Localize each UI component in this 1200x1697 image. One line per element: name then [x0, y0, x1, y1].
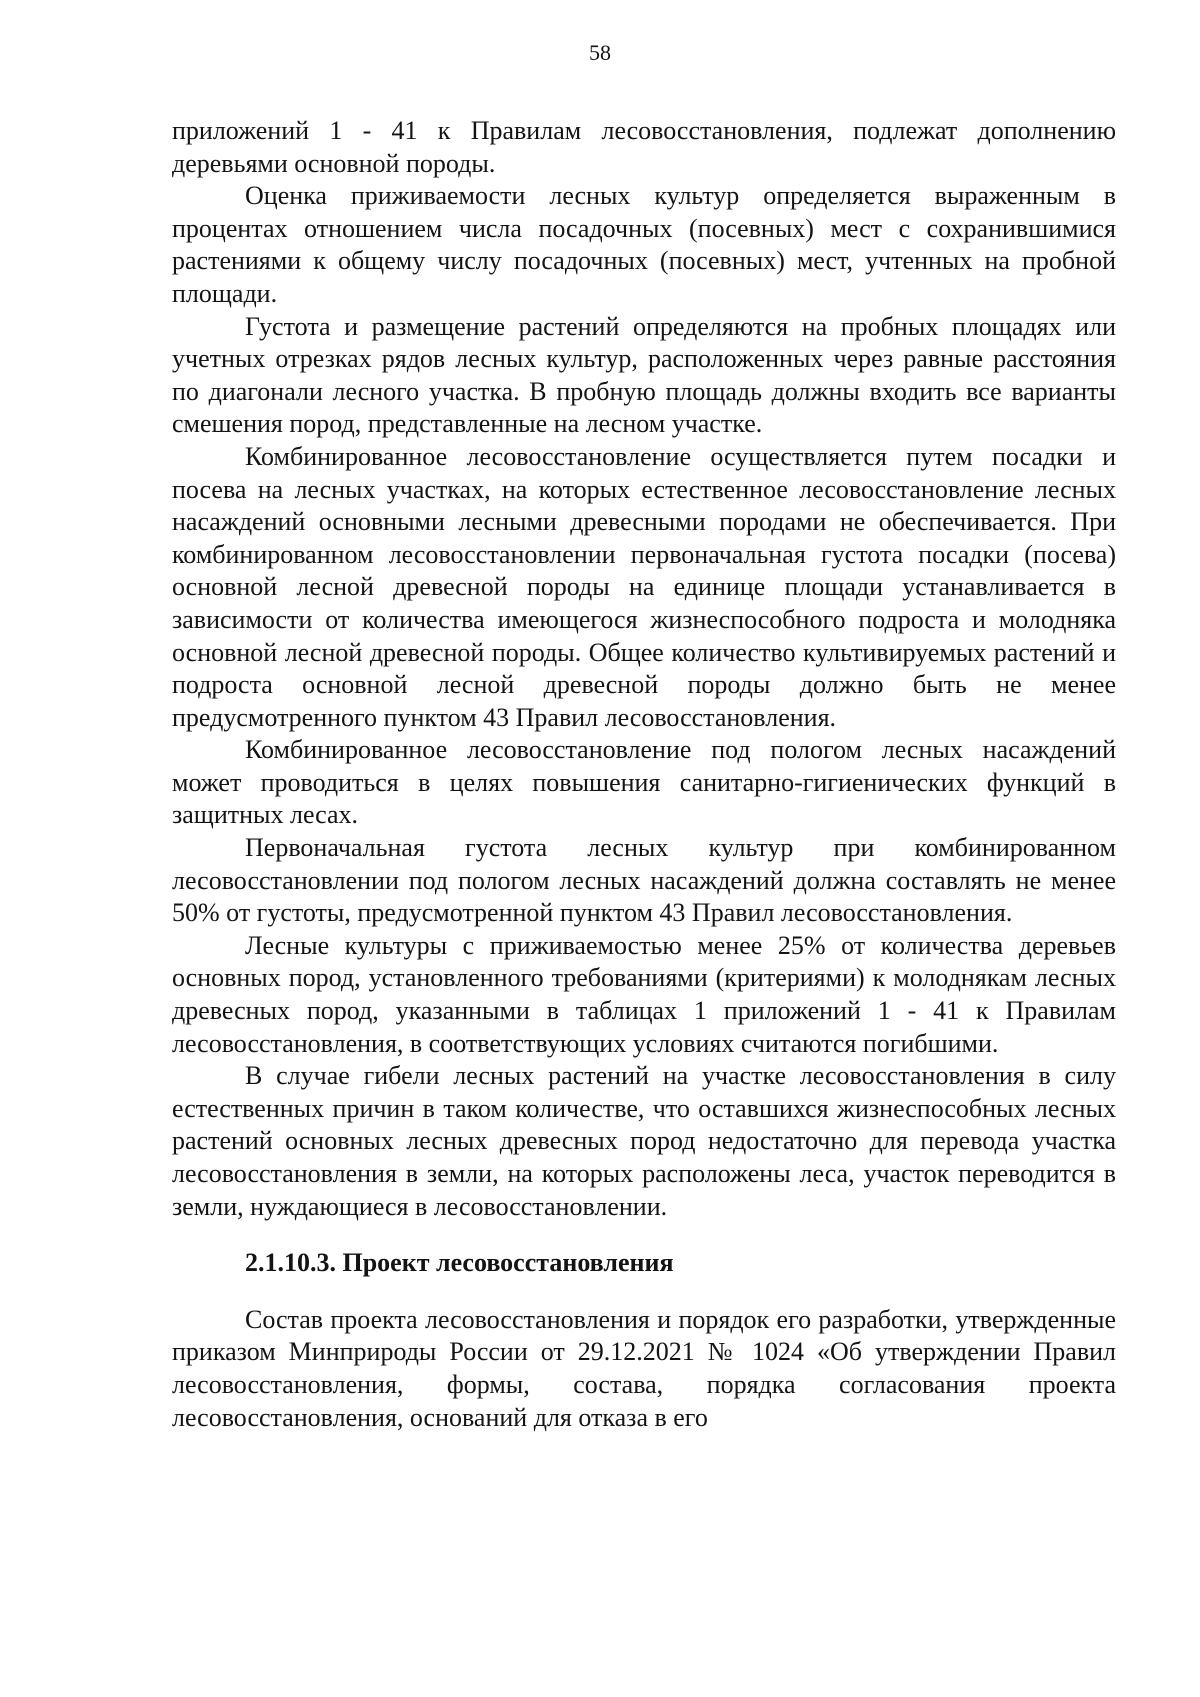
paragraph-dead-cultures: Лесные культуры с приживаемостью менее 25% от количества деревьев основных пород, установленного требованиями (критериями) к молоднякам лесных древесных пород, указанными в таблицах 1 приложений 1 - 41 к Правилам лесовосстановления, в соответствующих условиях считаются погибшими.: [172, 930, 1116, 1058]
paragraph-combined-reforestation: Комбинированное лесовосстановление осуществляется путем посадки и посева на лесных участках, на которых естественное лесовосстановление лесных насаждений основными лесными древесными породами не обеспечивается. При комбинированном лесовосстановлении первоначальная густота посадки (посева) основной лесной древесной породы на единице площади устанавливается в зависимости от количества имеющегося жизнеспособного подроста и молодняка основной лесной древесной породы. Общее количество культивируемых растений и подроста основной лесной древесной породы должно быть не менее предусмотренного пунктом 43 Правил лесовосстановления.: [172, 441, 1116, 732]
paragraph-initial-density: Первоначальная густота лесных культур при комбинированном лесовосстановлении под пологом лесных насаждений должна составлять не менее 50% от густоты, предусмотренной пунктом 43 Правил лесовосстановления.: [172, 833, 1116, 928]
section-heading: 2.1.10.3. Проект лесовосстановления: [245, 1248, 674, 1278]
paragraph-survival-assessment: Оценка приживаемости лесных культур определяется выраженным в процентах отношением числа посадочных (посевных) мест с сохранившимися растениями к общему числу посадочных (посевных) мест, учтенных на пробной площади.: [172, 181, 1116, 308]
page-number: 58: [589, 40, 611, 65]
paragraph-under-canopy: Комбинированное лесовосстановление под пологом лесных насаждений может проводиться в целях повышения санитарно-гигиенических функций в защитных лесах.: [172, 735, 1116, 830]
paragraph-density-placement: Густота и размещение растений определяются на пробных площадях или учетных отрезках рядов лесных культур, расположенных через равные расстояния по диагонали лесного участка. В пробную площадь должны входить все варианты смешения пород, представленные на лесном участке.: [172, 311, 1116, 439]
paragraph-project-composition: Состав проекта лесовосстановления и порядок его разработки, утвержденные приказом Минприроды России от 29.12.2021 № 1024 «Об утверждении Правил лесовосстановления, формы, состава, порядка согласования проекта лесовосстановления, оснований для отказа в его: [172, 1304, 1116, 1432]
document-body: [172, 115, 1116, 1434]
paragraph-plant-loss: В случае гибели лесных растений на участке лесовосстановления в силу естественных причин в таком количестве, что оставшихся жизнеспособных лесных растений основных лесных древесных пород недостаточно для перевода участка лесовосстановления в земли, на которых расположены леса, участок переводится в земли, нуждающиеся в лесовосстановлении.: [172, 1061, 1116, 1221]
paragraph-continuation: приложений 1 - 41 к Правилам лесовосстановления, подлежат дополнению деревьями основной породы.: [172, 116, 1116, 178]
